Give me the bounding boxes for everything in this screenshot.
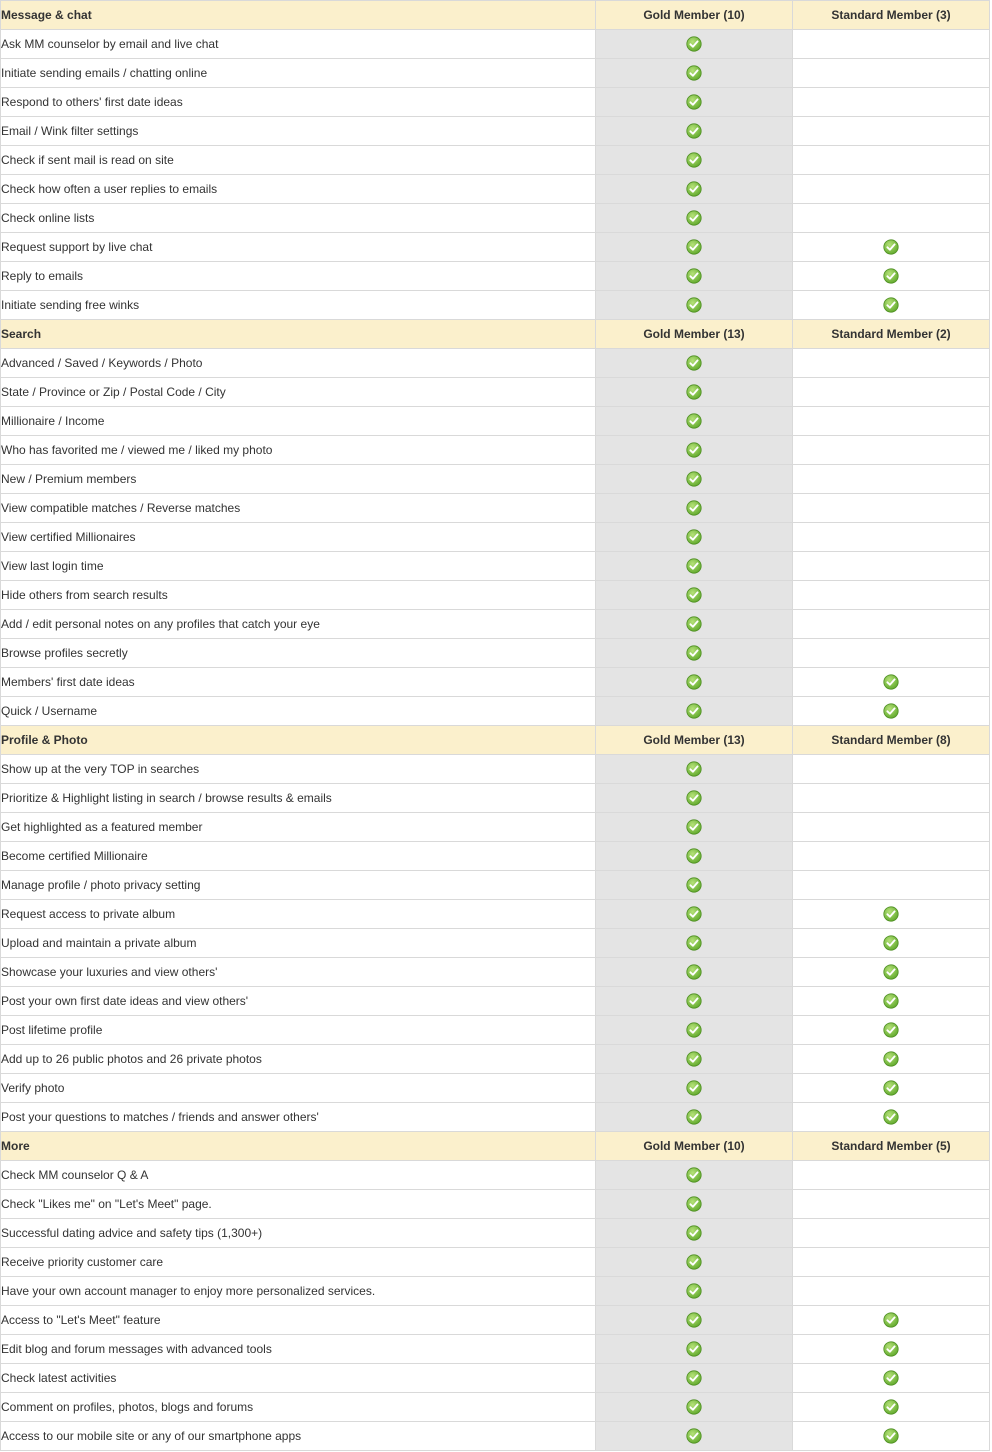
feature-row <box>1 88 990 117</box>
feature-row <box>1 581 990 610</box>
standard-member-cell <box>793 204 990 233</box>
feature-row <box>1 30 990 59</box>
feature-row <box>1 610 990 639</box>
standard-member-cell <box>793 1016 990 1045</box>
feature-row <box>1 697 990 726</box>
standard-member-cell <box>793 610 990 639</box>
gold-member-cell <box>596 929 793 958</box>
gold-member-cell <box>596 1016 793 1045</box>
feature-label: Request access to private album <box>1 900 596 929</box>
check-circle-icon <box>686 906 702 922</box>
check-circle-icon <box>686 1022 702 1038</box>
standard-member-cell <box>793 233 990 262</box>
gold-member-cell <box>596 465 793 494</box>
check-circle-icon <box>883 935 899 951</box>
feature-row <box>1 349 990 378</box>
feature-label: New / Premium members <box>1 465 596 494</box>
section-title: Profile & Photo <box>1 726 596 755</box>
feature-label: Request support by live chat <box>1 233 596 262</box>
standard-member-cell <box>793 1306 990 1335</box>
section-title: Search <box>1 320 596 349</box>
check-circle-icon <box>883 1080 899 1096</box>
feature-row <box>1 262 990 291</box>
gold-member-column-header: Gold Member (13) <box>596 726 793 755</box>
check-circle-icon <box>686 1051 702 1067</box>
check-circle-icon <box>686 935 702 951</box>
standard-member-cell <box>793 523 990 552</box>
feature-label: Members' first date ideas <box>1 668 596 697</box>
section-title: More <box>1 1132 596 1161</box>
check-circle-icon <box>686 471 702 487</box>
feature-label: Showcase your luxuries and view others' <box>1 958 596 987</box>
standard-member-cell <box>793 291 990 320</box>
standard-member-cell <box>793 784 990 813</box>
feature-label: Check online lists <box>1 204 596 233</box>
check-circle-icon <box>686 1283 702 1299</box>
standard-member-cell <box>793 871 990 900</box>
gold-member-cell <box>596 1306 793 1335</box>
check-circle-icon <box>883 964 899 980</box>
gold-member-cell <box>596 378 793 407</box>
standard-member-cell <box>793 494 990 523</box>
feature-label: Initiate sending emails / chatting online <box>1 59 596 88</box>
standard-member-cell <box>793 958 990 987</box>
standard-member-cell <box>793 117 990 146</box>
feature-row <box>1 1103 990 1132</box>
feature-row <box>1 59 990 88</box>
check-circle-icon <box>883 1051 899 1067</box>
check-circle-icon <box>686 1167 702 1183</box>
gold-member-cell <box>596 1393 793 1422</box>
standard-member-cell <box>793 1161 990 1190</box>
gold-member-cell <box>596 987 793 1016</box>
standard-member-cell <box>793 1219 990 1248</box>
feature-label: Check latest activities <box>1 1364 596 1393</box>
gold-member-cell <box>596 958 793 987</box>
feature-row <box>1 175 990 204</box>
feature-label: Browse profiles secretly <box>1 639 596 668</box>
check-circle-icon <box>686 1080 702 1096</box>
gold-member-column-header: Gold Member (10) <box>596 1132 793 1161</box>
standard-member-cell <box>793 987 990 1016</box>
standard-member-cell <box>793 378 990 407</box>
gold-member-cell <box>596 871 793 900</box>
feature-label: State / Province or Zip / Postal Code / City <box>1 378 596 407</box>
gold-member-column-header: Gold Member (10) <box>596 1 793 30</box>
feature-row <box>1 1016 990 1045</box>
check-circle-icon <box>686 1399 702 1415</box>
feature-row <box>1 1422 990 1451</box>
feature-row <box>1 958 990 987</box>
section-header-0 <box>1 1 990 30</box>
section-title: Message & chat <box>1 1 596 30</box>
standard-member-cell <box>793 262 990 291</box>
gold-member-cell <box>596 668 793 697</box>
feature-label: Add / edit personal notes on any profiles that catch your eye <box>1 610 596 639</box>
gold-member-column-header: Gold Member (13) <box>596 320 793 349</box>
feature-row <box>1 1364 990 1393</box>
feature-label: Check how often a user replies to emails <box>1 175 596 204</box>
standard-member-cell <box>793 88 990 117</box>
gold-member-cell <box>596 88 793 117</box>
feature-label: Hide others from search results <box>1 581 596 610</box>
gold-member-cell <box>596 262 793 291</box>
feature-label: Prioritize & Highlight listing in search / browse results & emails <box>1 784 596 813</box>
feature-label: Email / Wink filter settings <box>1 117 596 146</box>
gold-member-cell <box>596 784 793 813</box>
feature-row <box>1 233 990 262</box>
check-circle-icon <box>686 703 702 719</box>
standard-member-cell <box>793 1103 990 1132</box>
gold-member-cell <box>596 1045 793 1074</box>
standard-member-cell <box>793 407 990 436</box>
standard-member-cell <box>793 30 990 59</box>
gold-member-cell <box>596 59 793 88</box>
feature-row <box>1 465 990 494</box>
check-circle-icon <box>686 268 702 284</box>
gold-member-cell <box>596 639 793 668</box>
standard-member-column-header: Standard Member (2) <box>793 320 990 349</box>
standard-member-cell <box>793 697 990 726</box>
gold-member-cell <box>596 697 793 726</box>
check-circle-icon <box>686 587 702 603</box>
check-circle-icon <box>883 1370 899 1386</box>
gold-member-cell <box>596 291 793 320</box>
check-circle-icon <box>686 413 702 429</box>
check-circle-icon <box>686 442 702 458</box>
standard-member-cell <box>793 1277 990 1306</box>
standard-member-cell <box>793 465 990 494</box>
feature-label: Verify photo <box>1 1074 596 1103</box>
feature-label: Check if sent mail is read on site <box>1 146 596 175</box>
standard-member-cell <box>793 1422 990 1451</box>
gold-member-cell <box>596 117 793 146</box>
check-circle-icon <box>686 355 702 371</box>
feature-label: Receive priority customer care <box>1 1248 596 1277</box>
check-circle-icon <box>883 703 899 719</box>
feature-row <box>1 842 990 871</box>
feature-row <box>1 668 990 697</box>
gold-member-cell <box>596 900 793 929</box>
gold-member-cell <box>596 494 793 523</box>
check-circle-icon <box>686 761 702 777</box>
feature-label: Have your own account manager to enjoy more personalized services. <box>1 1277 596 1306</box>
feature-label: Show up at the very TOP in searches <box>1 755 596 784</box>
feature-row <box>1 436 990 465</box>
feature-row <box>1 552 990 581</box>
feature-label: Comment on profiles, photos, blogs and forums <box>1 1393 596 1422</box>
check-circle-icon <box>686 964 702 980</box>
standard-member-cell <box>793 1335 990 1364</box>
feature-label: Access to our mobile site or any of our smartphone apps <box>1 1422 596 1451</box>
gold-member-cell <box>596 610 793 639</box>
feature-label: Check "Likes me" on "Let's Meet" page. <box>1 1190 596 1219</box>
gold-member-cell <box>596 1219 793 1248</box>
standard-member-cell <box>793 639 990 668</box>
feature-label: Millionaire / Income <box>1 407 596 436</box>
check-circle-icon <box>686 558 702 574</box>
check-circle-icon <box>686 384 702 400</box>
feature-label: Who has favorited me / viewed me / liked my photo <box>1 436 596 465</box>
standard-member-cell <box>793 1190 990 1219</box>
gold-member-cell <box>596 1422 793 1451</box>
gold-member-cell <box>596 552 793 581</box>
gold-member-cell <box>596 1074 793 1103</box>
standard-member-cell <box>793 842 990 871</box>
gold-member-cell <box>596 523 793 552</box>
standard-member-cell <box>793 581 990 610</box>
check-circle-icon <box>883 906 899 922</box>
section-header-2 <box>1 726 990 755</box>
feature-label: Edit blog and forum messages with advanced tools <box>1 1335 596 1364</box>
check-circle-icon <box>686 181 702 197</box>
gold-member-cell <box>596 1364 793 1393</box>
gold-member-cell <box>596 581 793 610</box>
feature-row <box>1 755 990 784</box>
feature-label: Add up to 26 public photos and 26 private photos <box>1 1045 596 1074</box>
check-circle-icon <box>883 239 899 255</box>
feature-label: Post lifetime profile <box>1 1016 596 1045</box>
standard-member-cell <box>793 1074 990 1103</box>
check-circle-icon <box>686 210 702 226</box>
check-circle-icon <box>686 848 702 864</box>
standard-member-cell <box>793 1248 990 1277</box>
gold-member-cell <box>596 813 793 842</box>
feature-row <box>1 871 990 900</box>
standard-member-cell <box>793 813 990 842</box>
feature-row <box>1 1219 990 1248</box>
gold-member-cell <box>596 1248 793 1277</box>
check-circle-icon <box>883 268 899 284</box>
feature-label: Upload and maintain a private album <box>1 929 596 958</box>
check-circle-icon <box>883 993 899 1009</box>
check-circle-icon <box>686 1341 702 1357</box>
standard-member-cell <box>793 175 990 204</box>
feature-label: Successful dating advice and safety tips (1,300+) <box>1 1219 596 1248</box>
feature-row <box>1 378 990 407</box>
feature-label: Manage profile / photo privacy setting <box>1 871 596 900</box>
check-circle-icon <box>686 152 702 168</box>
feature-row <box>1 407 990 436</box>
feature-row <box>1 146 990 175</box>
feature-label: Ask MM counselor by email and live chat <box>1 30 596 59</box>
standard-member-column-header: Standard Member (8) <box>793 726 990 755</box>
check-circle-icon <box>883 674 899 690</box>
gold-member-cell <box>596 755 793 784</box>
section-header-3 <box>1 1132 990 1161</box>
feature-row <box>1 204 990 233</box>
gold-member-cell <box>596 175 793 204</box>
check-circle-icon <box>686 1370 702 1386</box>
standard-member-cell <box>793 1045 990 1074</box>
feature-row <box>1 1248 990 1277</box>
feature-row <box>1 1306 990 1335</box>
feature-label: View certified Millionaires <box>1 523 596 552</box>
check-circle-icon <box>686 65 702 81</box>
check-circle-icon <box>686 1196 702 1212</box>
check-circle-icon <box>686 1254 702 1270</box>
feature-row <box>1 639 990 668</box>
gold-member-cell <box>596 233 793 262</box>
gold-member-cell <box>596 1103 793 1132</box>
check-circle-icon <box>883 1428 899 1444</box>
standard-member-cell <box>793 929 990 958</box>
check-circle-icon <box>883 1022 899 1038</box>
check-circle-icon <box>686 36 702 52</box>
feature-label: Initiate sending free winks <box>1 291 596 320</box>
feature-label: Quick / Username <box>1 697 596 726</box>
standard-member-cell <box>793 900 990 929</box>
feature-row <box>1 987 990 1016</box>
gold-member-cell <box>596 146 793 175</box>
check-circle-icon <box>686 529 702 545</box>
standard-member-cell <box>793 146 990 175</box>
feature-label: View last login time <box>1 552 596 581</box>
check-circle-icon <box>883 297 899 313</box>
feature-label: Access to "Let's Meet" feature <box>1 1306 596 1335</box>
gold-member-cell <box>596 30 793 59</box>
check-circle-icon <box>686 297 702 313</box>
feature-row <box>1 291 990 320</box>
feature-row <box>1 813 990 842</box>
standard-member-cell <box>793 755 990 784</box>
feature-row <box>1 1045 990 1074</box>
check-circle-icon <box>686 877 702 893</box>
check-circle-icon <box>686 819 702 835</box>
feature-row <box>1 1074 990 1103</box>
gold-member-cell <box>596 1335 793 1364</box>
check-circle-icon <box>883 1399 899 1415</box>
feature-label: Check MM counselor Q & A <box>1 1161 596 1190</box>
gold-member-cell <box>596 842 793 871</box>
standard-member-cell <box>793 59 990 88</box>
gold-member-cell <box>596 1190 793 1219</box>
gold-member-cell <box>596 349 793 378</box>
standard-member-cell <box>793 436 990 465</box>
feature-label: Respond to others' first date ideas <box>1 88 596 117</box>
check-circle-icon <box>686 239 702 255</box>
standard-member-cell <box>793 1364 990 1393</box>
feature-row <box>1 1161 990 1190</box>
feature-row <box>1 784 990 813</box>
feature-row <box>1 1277 990 1306</box>
standard-member-cell <box>793 668 990 697</box>
feature-row <box>1 1393 990 1422</box>
section-header-1 <box>1 320 990 349</box>
feature-label: View compatible matches / Reverse matches <box>1 494 596 523</box>
check-circle-icon <box>686 1428 702 1444</box>
check-circle-icon <box>686 94 702 110</box>
feature-row <box>1 929 990 958</box>
feature-row <box>1 1190 990 1219</box>
check-circle-icon <box>686 674 702 690</box>
feature-label: Post your own first date ideas and view others' <box>1 987 596 1016</box>
feature-row <box>1 117 990 146</box>
feature-label: Get highlighted as a featured member <box>1 813 596 842</box>
feature-row <box>1 494 990 523</box>
standard-member-column-header: Standard Member (5) <box>793 1132 990 1161</box>
gold-member-cell <box>596 1277 793 1306</box>
feature-row <box>1 1335 990 1364</box>
check-circle-icon <box>686 616 702 632</box>
check-circle-icon <box>686 790 702 806</box>
feature-row <box>1 523 990 552</box>
check-circle-icon <box>686 500 702 516</box>
gold-member-cell <box>596 436 793 465</box>
check-circle-icon <box>883 1341 899 1357</box>
gold-member-cell <box>596 1161 793 1190</box>
check-circle-icon <box>686 1109 702 1125</box>
check-circle-icon <box>686 1225 702 1241</box>
feature-label: Post your questions to matches / friends and answer others' <box>1 1103 596 1132</box>
standard-member-cell <box>793 1393 990 1422</box>
check-circle-icon <box>883 1109 899 1125</box>
standard-member-column-header: Standard Member (3) <box>793 1 990 30</box>
feature-label: Advanced / Saved / Keywords / Photo <box>1 349 596 378</box>
standard-member-cell <box>793 349 990 378</box>
gold-member-cell <box>596 204 793 233</box>
feature-label: Reply to emails <box>1 262 596 291</box>
standard-member-cell <box>793 552 990 581</box>
feature-row <box>1 900 990 929</box>
check-circle-icon <box>686 123 702 139</box>
check-circle-icon <box>686 993 702 1009</box>
check-circle-icon <box>686 1312 702 1328</box>
feature-label: Become certified Millionaire <box>1 842 596 871</box>
check-circle-icon <box>686 645 702 661</box>
gold-member-cell <box>596 407 793 436</box>
check-circle-icon <box>883 1312 899 1328</box>
